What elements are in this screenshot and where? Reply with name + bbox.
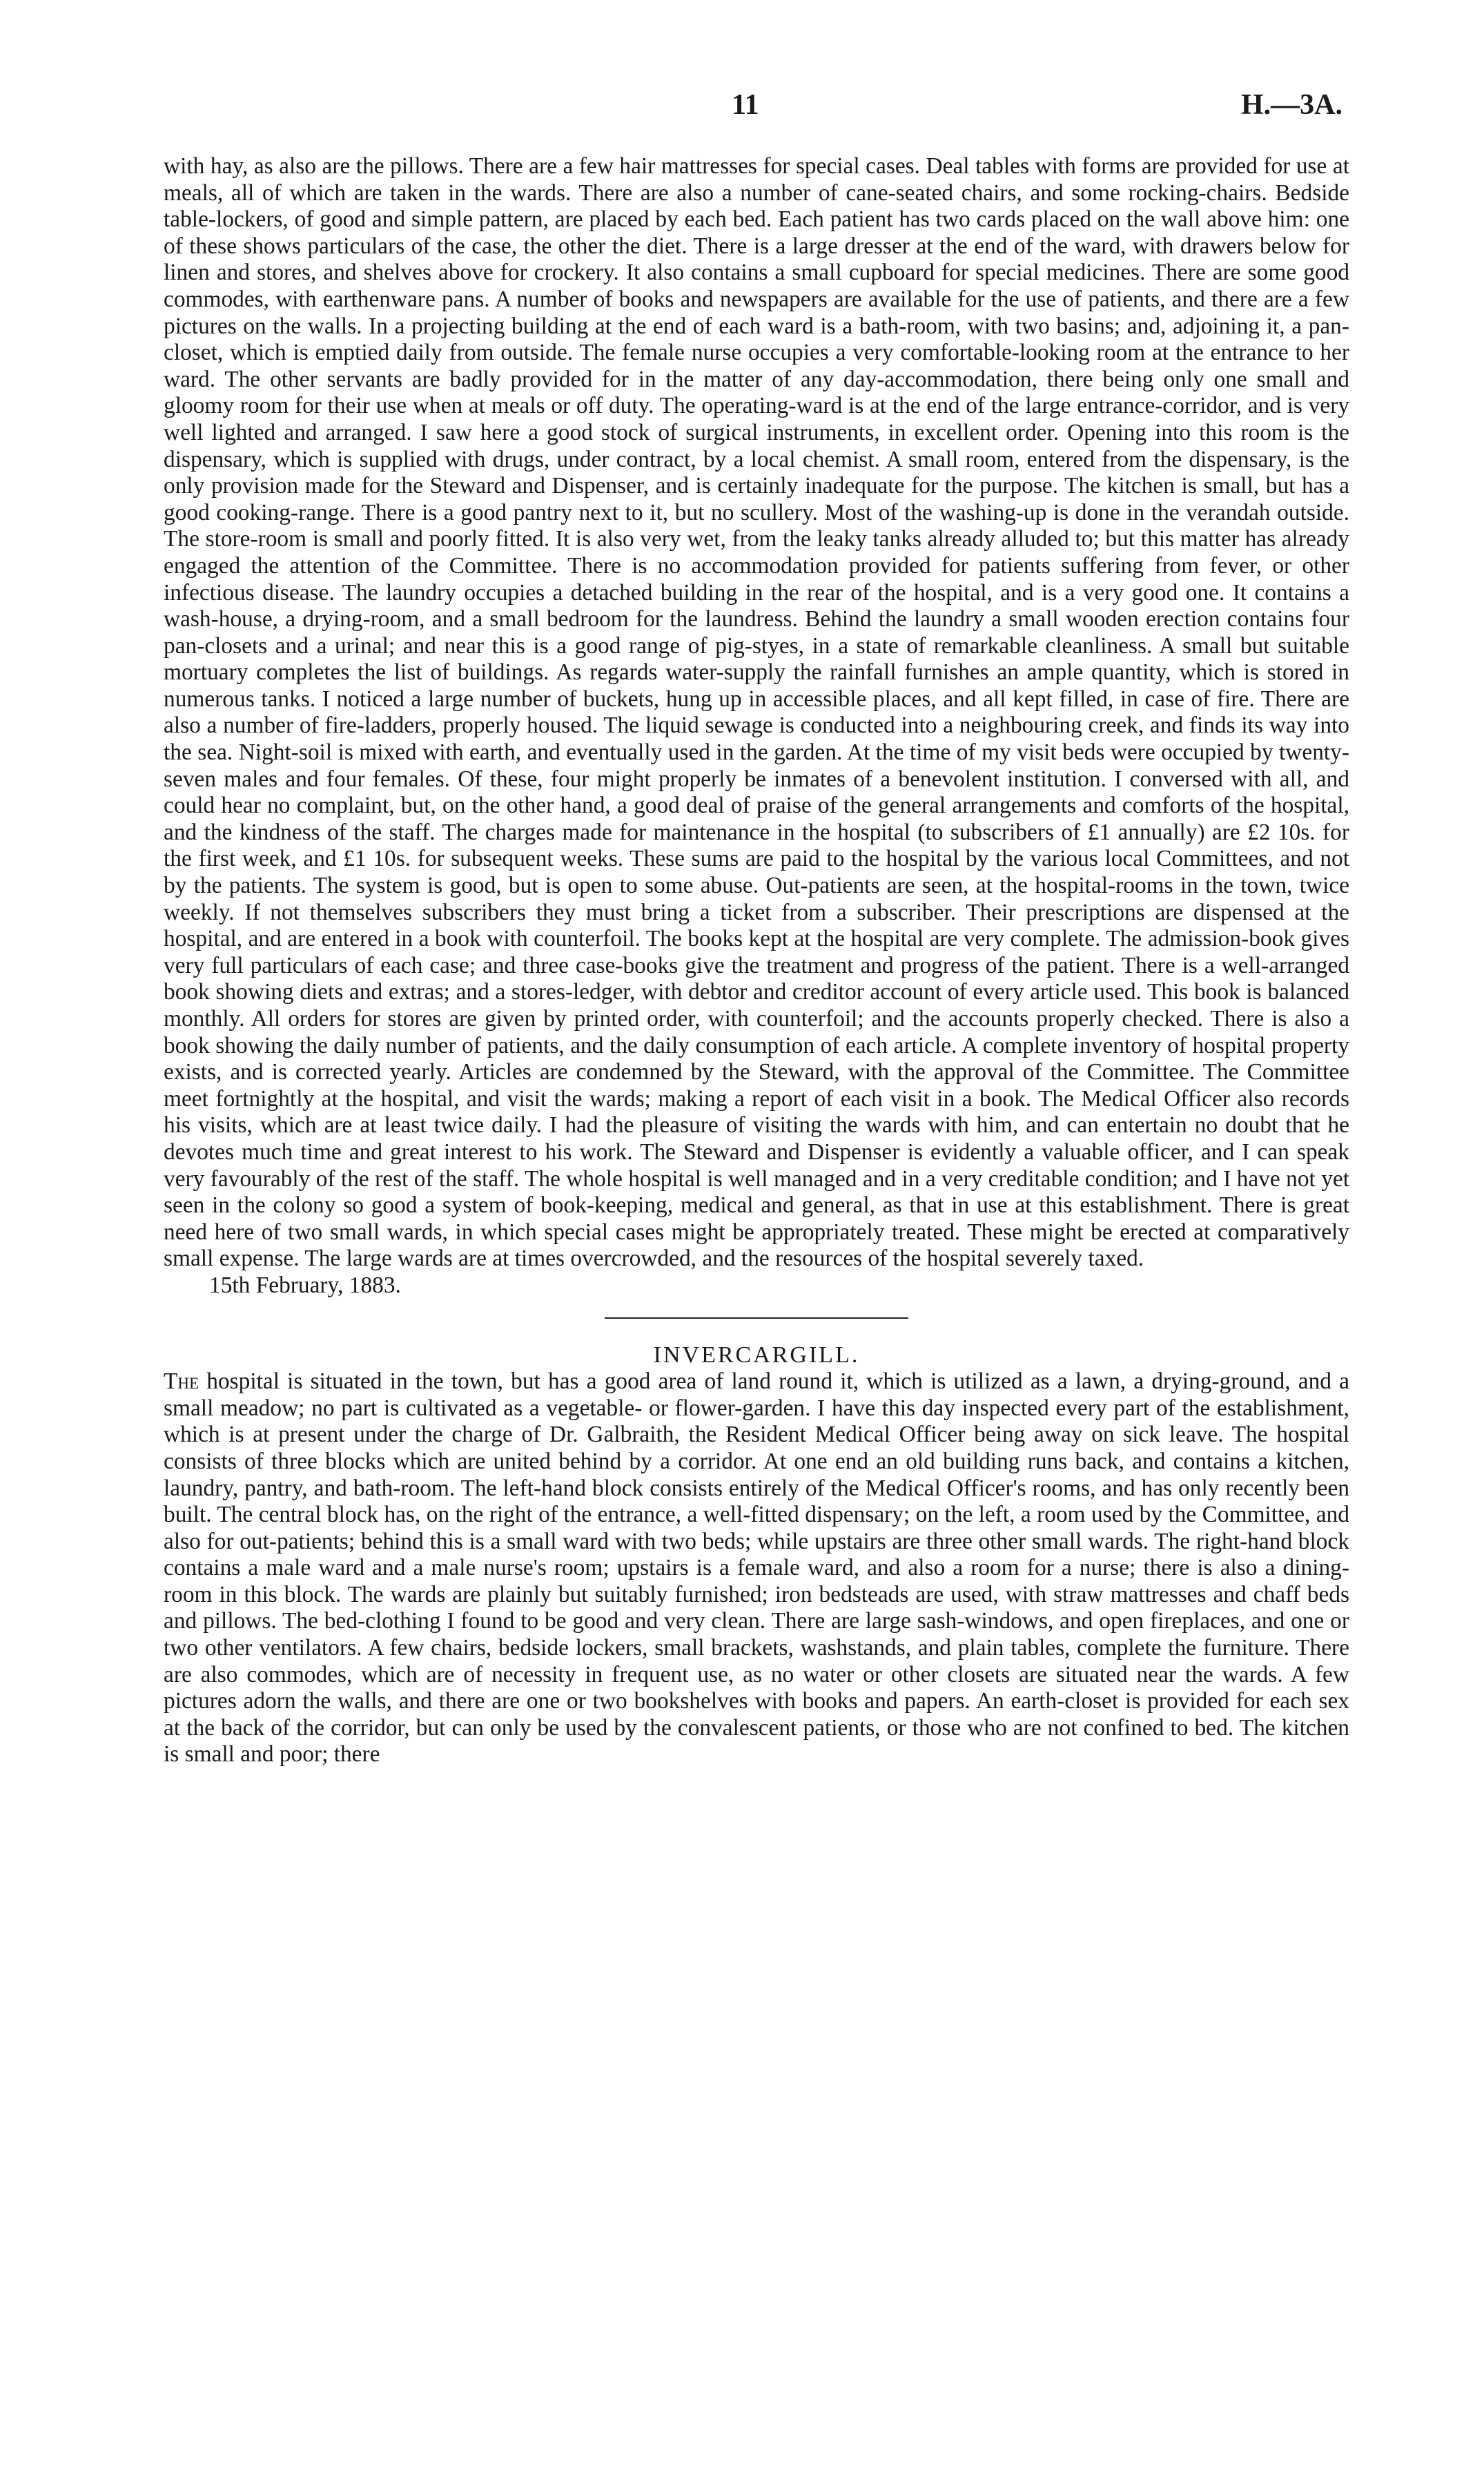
section2-text: hospital is situated in the town, but has a good area of land round it, which is utilized as a lawn, a drying-ground, and a small meadow; no part is cultivated as a vegetable- or flower-garden. I have this day inspected every part of the establishment, which is at present under the charge of Dr. Galbraith, the Resident Medical Officer being away on sick leave. The hospital consists of three blocks which are united behind by a corridor. At one end an old building runs back, and contains a kitchen, laundry, pantry, and bath-room. The left-hand block consists entirely of the Medical Officer's rooms, and has only recently been built. The central block has, on the right of the entrance, a well-fitted dispensary; on the left, a room used by the Committee, and also for out-patients; behind this is a small ward with two beds; while upstairs are three other small wards. The right-hand block contains a male ward and a male nurse's room; upstairs is a female ward, and also a room for a nurse; there is also a dining-room in this block. The wards are plainly but suitably furnished; iron bedsteads are used, with straw mattresses and chaff beds and pillows. The bed-clothing I found to be good and very clean. There are large sash-windows, and open fireplaces, and one or two other ventilators. A few chairs, bedside lockers, small brackets, washstands, and plain tables, complete the furniture. There are also commodes, which are of necessity in frequent use, as no water or other closets are situated near the wards. A few pictures adorn the walls, and there are one or two bookshelves with books and papers. An earth-closet is provided for each sex at the back of the corridor, but can only be used by the convalescent patients, or those who are not confined to bed. The kitchen is small and poor; there [164,1368,1349,1768]
lead-word: The [164,1368,199,1395]
page-header [0,88,1484,130]
section2-paragraph [164,1368,1349,1768]
section-divider [605,1317,908,1319]
body-text [164,153,1349,1768]
page-number: 11 [732,89,759,121]
section-heading-invercargill: INVERCARGILL. [653,1342,860,1368]
document-code: H.—3A. [1241,89,1343,121]
section1-paragraph: with hay, as also are the pillows. There are a few hair mattresses for special cases. Deal tables with forms are provided for use at meals, all of which are taken in the wards. There are also a number of cane-seated chairs, and some rocking-chairs. Bedside table-lockers, of good and simple pattern, are placed by each bed. Each patient has two cards placed on the wall above him: one of these shows particulars of the case, the other the diet. There is a large dresser at the end of the ward, with drawers below for linen and stores, and shelves above for crockery. It also contains a small cupboard for special medicines. There are some good commodes, with earthenware pans. A number of books and newspapers are available for the use of patients, and there are a few pictures on the walls. In a projecting building at the end of each ward is a bath-room, with two basins; and, adjoining it, a pan-closet, which is emptied daily from outside. The female nurse occupies a very comfortable-looking room at the entrance to her ward. The other servants are badly provided for in the matter of any day-accommodation, there being only one small and gloomy room for their use when at meals or off duty. The operating-ward is at the end of the large entrance-corridor, and is very well lighted and arranged. I saw here a good stock of surgical instruments, in excellent order. Opening into this room is the dispensary, which is supplied with drugs, under contract, by a local chemist. A small room, entered from the dispensary, is the only provision made for the Steward and Dispenser, and is certainly inadequate for the purpose. The kitchen is small, but has a good cooking-range. There is a good pantry next to it, but no scullery. Most of the washing-up is done in the verandah outside. The store-room is small and poorly fitted. It is also very wet, from the leaky tanks already alluded to; but this matter has already engaged the attention of the Committee. There is no accommodation provided for patients suffering from fever, or other infectious disease. The laundry occupies a detached building in the rear of the hospital, and is a very good one. It contains a wash-house, a drying-room, and a small bedroom for the laundress. Behind the laundry a small wooden erection contains four pan-closets and a urinal; and near this is a good range of pig-styes, in a state of remarkable cleanliness. A small but suitable mortuary completes the list of buildings. As regards water-supply the rainfall furnishes an ample quantity, which is stored in numerous tanks. I noticed a large number of buckets, hung up in accessible places, and all kept filled, in case of fire. There are also a number of fire-ladders, properly housed. The liquid sewage is conducted into a neighbouring creek, and finds its way into the sea. Night-soil is mixed with earth, and eventually used in the garden. At the time of my visit beds were occupied by twenty-seven males and four females. Of these, four might properly be inmates of a benevolent institution. I conversed with all, and could hear no complaint, but, on the other hand, a good deal of praise of the general arrangements and comforts of the hospital, and the kindness of the staff. The charges made for maintenance in the hospital (to subscribers of £1 annually) are £2 10s. for the first week, and £1 10s. for subsequent weeks. These sums are paid to the hospital by the various local Committees, and not by the patients. The system is good, but is open to some abuse. Out-patients are seen, at the hospital-rooms in the town, twice weekly. If not themselves subscribers they must bring a ticket from a subscriber. Their prescriptions are dispensed at the hospital, and are entered in a book with counterfoil. The books kept at the hospital are very complete. The admission-book gives very full particulars of each case; and three case-books give the treatment and progress of the patient. There is a well-arranged book showing diets and extras; and a stores-ledger, with debtor and creditor account of every article used. This book is balanced monthly. All orders for stores are given by printed order, with counterfoil; and the accounts properly checked. There is also a book showing the daily number of patients, and the daily consumption of each article. A complete inventory of hospital property exists, and is corrected yearly. Articles are condemned by the Steward, with the approval of the Committee. The Committee meet fortnightly at the hospital, and visit the wards; making a report of each visit in a book. The Medical Officer also records his visits, which are at least twice daily. I had the pleasure of visiting the wards with him, and can entertain no doubt that he devotes much time and great interest to his work. The Steward and Dispenser is evidently a valuable officer, and I can speak very favourably of the rest of the staff. The whole hospital is well managed and in a very creditable condition; and I have not yet seen in the colony so good a system of book-keeping, medical and general, as that in use at this establishment. There is great need here of two small wards, in which special cases might be appropriately treated. These might be erected at comparatively small expense. The large wards are at times overcrowded, and the resources of the hospital severely taxed. [164,153,1349,1272]
report-date: 15th February, 1883. [209,1272,401,1298]
